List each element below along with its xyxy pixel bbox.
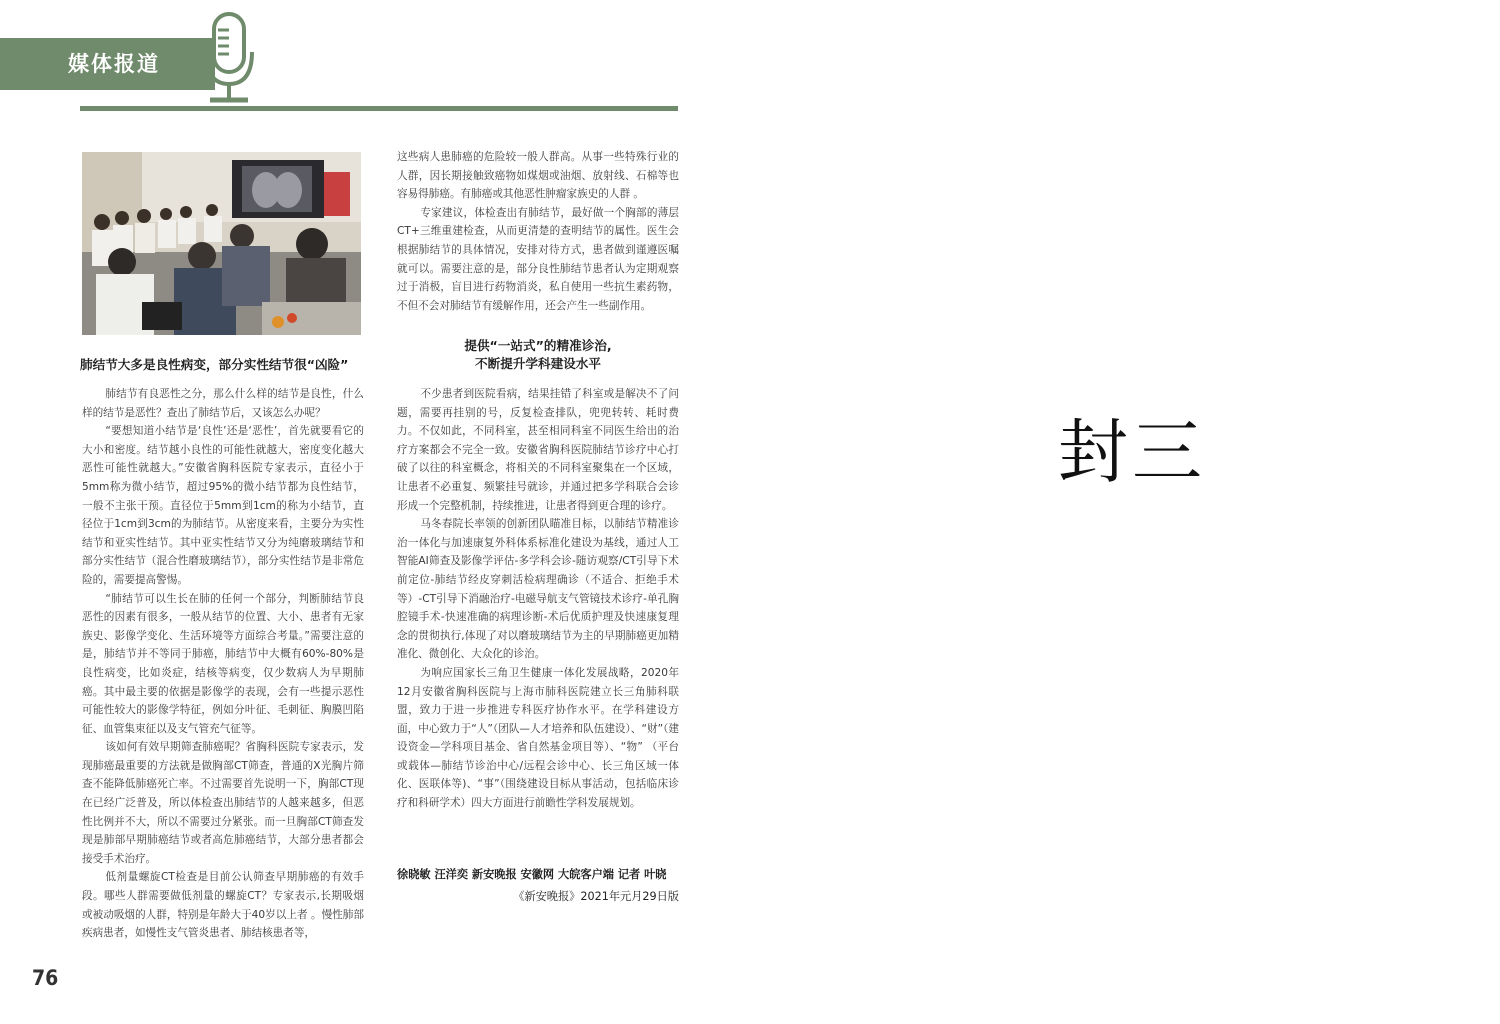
paragraph: 不少患者到医院看病，结果挂错了科室或是解决不了问题，需要再挂别的号，反复检查排队，兜兜转转、耗时费力。不仅如此，不同科室，甚至相同科室不同医生给出的治疗方案都会不完全一致。安徽省胸科医院肺结节诊疗中心打破了以往的科室概念，将相关的不同科室聚集在一个区域，让患者不必重复、频繁挂号就诊，并通过把多学科联合会诊形成一个完整机制，持续推进，让患者得到更合理的诊疗。 — [397, 388, 679, 512]
col1-heading: 肺结节大多是良性病变，部分实性结节很“凶险” — [80, 357, 349, 372]
byline: 徐晓敏 汪洋奕 新安晚报 安徽网 大皖客户端 记者 叶晓 — [397, 868, 667, 881]
paragraph: 该如何有效早期筛查肺癌呢？省胸科医院专家表示，发现肺癌最重要的方法就是做胸部CT筛查，普通的X光胸片筛查不能降低肺癌死亡率。不过需要首先说明一下，胸部CT现在已经广泛普及，所以体检查出肺结节的人越来越多，但恶性比例并不大，所以不需要过分紧张。而一旦胸部CT筛查发现是肺部早期肺癌结节或者高危肺癌结节，大部分患者都会接受手术治疗。 — [82, 741, 364, 865]
col2-top-body — [397, 148, 679, 315]
right-page-label: 封三 — [1058, 411, 1206, 493]
paragraph: “要想知道小结节是‘良性’还是‘恶性’，首先就要看它的大小和密度。结节越小良性的可能性就越大，密度变化越大恶性可能性就越大。”安徽省胸科医院专家表示，直径小于5mm称为微小结节，超过95%的微小结节都为良性结节，一般不主张干预。直径位于5mm到1cm的称为小结节，直径位于1cm到3cm的为肺结节。从密度来看，主要分为实性结节和亚实性结节。其中亚实性结节又分为纯磨玻璃结节和部分实性结节（混合性磨玻璃结节），部分实性结节是非常危险的，需要提高警惕。 — [82, 425, 364, 586]
microphone-icon — [198, 10, 262, 106]
paragraph: 为响应国家长三角卫生健康一体化发展战略，2020年12月安徽省胸科医院与上海市肺科医院建立长三角肺科联盟，致力于进一步推进专科医疗协作水平。在学科建设方面，中心致力于“人”（团队—人才培养和队伍建设）、“财”（建设资金—学科项目基金、省自然基金项目等）、“物” （平台或载体—肺结节诊治中心/远程会诊中心、长三角区域一体化、医联体等)、“事”（围绕建设目标从事活动，包括临床诊疗和科研学术）四大方面进行前瞻性学科发展规划。 — [397, 666, 679, 810]
col2-heading — [397, 337, 679, 373]
paragraph: 这些病人患肺癌的危险较一般人群高。从事一些特殊行业的人群，因长期接触致癌物如煤烟或油烟、放射线、石棉等也容易得肺癌。有肺癌或其他恶性肿瘤家族史的人群 。 — [397, 151, 679, 201]
col2-body — [397, 385, 679, 813]
col1-body — [82, 385, 364, 943]
paragraph: 马冬春院长率领的创新团队瞄准目标，以肺结节精准诊治一体化与加速康复外科体系标准化建设为基线，通过人工智能AI筛查及影像学评估-多学科会诊-随访观察/CT引导下术前定位-肺结节经皮穿刺活检病理确诊（不适合、拒绝手术等）-CT引导下消融治疗-电磁导航支气管镜技术诊疗-单孔胸腔镜手术-快速准确的病理诊断-术后优质护理及快速康复理念的贯彻执行,体现了对以磨玻璃结节为主的早期肺癌更加精准化、微创化、大众化的诊治。 — [397, 518, 679, 661]
paragraph: “肺结节可以生长在肺的任何一个部分，判断肺结节良恶性的因素有很多，一般从结节的位置、大小、患者有无家族史、影像学变化、生活环境等方面综合考量。”需要注意的是，肺结节并不等同于肺癌，肺结节中大概有60%-80%是良性病变，比如炎症，结核等病变，仅少数病人为早期肺癌。其中最主要的依据是影像学的表现，会有一些提示恶性可能性较大的影像学特征，例如分叶征、毛刺征、胸膜凹陷征、血管集束征以及支气管充气征等。 — [82, 592, 364, 735]
consultation-photo — [82, 152, 361, 335]
section-title: 媒体报道 — [68, 52, 160, 76]
paragraph: 专家建议，体检查出有肺结节，最好做一个胸部的薄层CT+三维重建检查，从而更清楚的查明结节的属性。医生会根据肺结节的具体情况，安排对待方式，患者做到谨遵医嘱就可以。需要注意的是，部分良性肺结节患者认为定期观察过于消极，盲目进行药物消炎，私自使用一些抗生素药物，不但不会对肺结节有缓解作用，还会产生一些副作用。 — [397, 206, 679, 312]
paragraph: 低剂量螺旋CT检查是目前公认筛查早期肺癌的有效手段。哪些人群需要做低剂量的螺旋CT？专家表示,长期吸烟或被动吸烟的人群，特别是年龄大于40岁以上者 。慢性肺部疾病患者，如慢性支气管炎患者、肺结核患者等， — [82, 871, 364, 940]
col2-heading-line2: 不断提升学科建设水平 — [475, 356, 601, 371]
header-rule — [80, 106, 678, 111]
page-number: 76 — [32, 966, 59, 990]
col2-heading-line1: 提供“一站式”的精准诊治, — [464, 338, 612, 353]
paragraph: 肺结节有良恶性之分，那么什么样的结节是良性，什么样的结节是恶性？查出了肺结节后，又该怎么办呢？ — [82, 388, 364, 419]
source-note: 《新安晚报》2021年元月29日版 — [513, 890, 679, 903]
